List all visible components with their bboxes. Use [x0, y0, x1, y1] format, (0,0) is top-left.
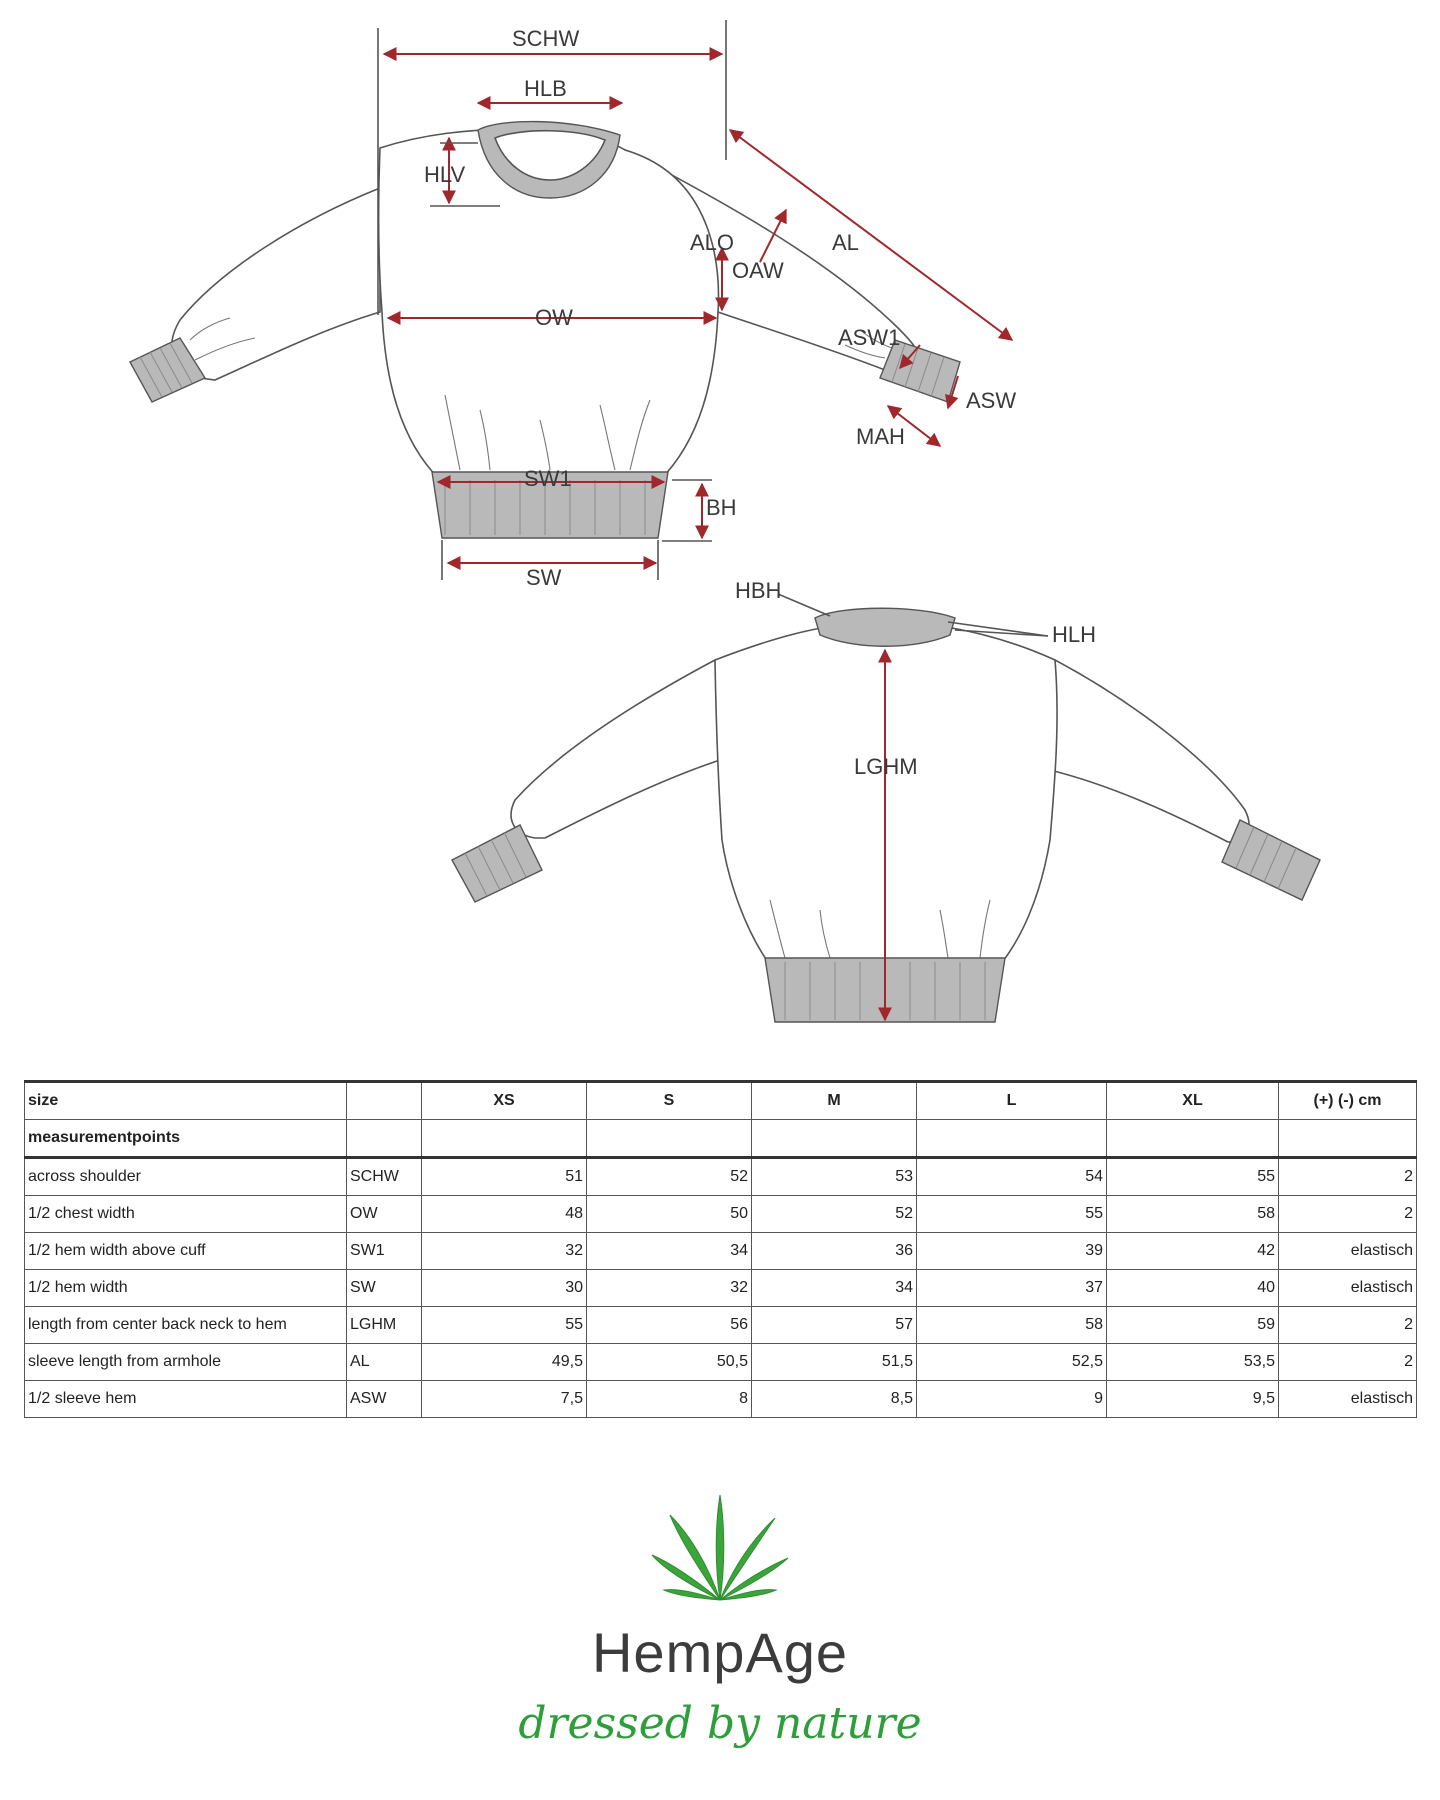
size-col-xl: XL [1107, 1082, 1279, 1120]
tolerance-value: 2 [1279, 1158, 1417, 1196]
label-lghm: LGHM [854, 754, 918, 779]
measurement-value: 53 [752, 1158, 917, 1196]
measurement-value: 32 [587, 1270, 752, 1307]
size-col-xs: XS [422, 1082, 587, 1120]
tolerance-value: elastisch [1279, 1270, 1417, 1307]
size-chart-table [24, 1080, 1417, 1418]
label-sw: SW [526, 565, 562, 590]
label-oaw: OAW [732, 258, 784, 283]
table-row [25, 1233, 1417, 1270]
table-header-row [25, 1082, 1417, 1120]
measurement-value: 48 [422, 1196, 587, 1233]
measurement-value: 7,5 [422, 1381, 587, 1418]
measurement-value: 50 [587, 1196, 752, 1233]
measurement-code: LGHM [347, 1307, 422, 1344]
measurement-value: 34 [752, 1270, 917, 1307]
measurement-value: 55 [1107, 1158, 1279, 1196]
label-hlv: HLV [424, 162, 466, 187]
measurement-value: 55 [422, 1307, 587, 1344]
brand-logo-block [0, 1480, 1440, 1800]
table-row [25, 1344, 1417, 1381]
table-row [25, 1307, 1417, 1344]
back-right-sleeve [1050, 660, 1249, 842]
tolerance-header: (+) (-) cm [1279, 1082, 1417, 1120]
label-alo: ALO [690, 230, 735, 255]
front-left-sleeve [172, 188, 380, 380]
measurement-value: 58 [1107, 1196, 1279, 1233]
tolerance-value: 2 [1279, 1307, 1417, 1344]
tolerance-value: 2 [1279, 1344, 1417, 1381]
measurement-value: 52,5 [917, 1344, 1107, 1381]
measurement-code: SCHW [347, 1158, 422, 1196]
measurement-value: 52 [752, 1196, 917, 1233]
size-header: size [25, 1082, 347, 1120]
measurement-label: across shoulder [25, 1158, 347, 1196]
measurement-value: 51 [422, 1158, 587, 1196]
measurement-value: 53,5 [1107, 1344, 1279, 1381]
measurement-value: 56 [587, 1307, 752, 1344]
brand-name: HempAge [591, 1621, 849, 1684]
section-label: measurementpoints [25, 1120, 347, 1158]
measurement-value: 58 [917, 1307, 1107, 1344]
measurement-value: 37 [917, 1270, 1107, 1307]
measurement-code: OW [347, 1196, 422, 1233]
measurement-value: 40 [1107, 1270, 1279, 1307]
back-body [715, 622, 1057, 965]
measurement-label: 1/2 sleeve hem [25, 1381, 347, 1418]
back-right-cuff [1222, 820, 1320, 900]
measurement-code: ASW [347, 1381, 422, 1418]
measurement-value: 9 [917, 1381, 1107, 1418]
table-row [25, 1270, 1417, 1307]
label-sw1: SW1 [524, 466, 572, 491]
size-col-s: S [587, 1082, 752, 1120]
measurement-value: 54 [917, 1158, 1107, 1196]
measurement-value: 34 [587, 1233, 752, 1270]
back-left-sleeve [511, 660, 720, 838]
label-mah: MAH [856, 424, 905, 449]
size-col-m: M [752, 1082, 917, 1120]
measurement-value: 32 [422, 1233, 587, 1270]
table-row [25, 1158, 1417, 1196]
measurement-label: sleeve length from armhole [25, 1344, 347, 1381]
measurement-value: 55 [917, 1196, 1107, 1233]
label-al: AL [832, 230, 859, 255]
back-neck-band [815, 608, 955, 646]
hemp-leaf-icon [650, 1490, 790, 1610]
measurement-value: 52 [587, 1158, 752, 1196]
measurement-value: 59 [1107, 1307, 1279, 1344]
label-bh: BH [706, 495, 737, 520]
code-header [347, 1082, 422, 1120]
table-section-row [25, 1120, 1417, 1158]
label-schw: SCHW [512, 26, 580, 51]
label-ow: OW [535, 305, 573, 330]
measurement-code: SW1 [347, 1233, 422, 1270]
measurement-label: 1/2 chest width [25, 1196, 347, 1233]
measurement-value: 57 [752, 1307, 917, 1344]
measurement-value: 8 [587, 1381, 752, 1418]
measurement-code: SW [347, 1270, 422, 1307]
measurement-value: 8,5 [752, 1381, 917, 1418]
measurement-label: length from center back neck to hem [25, 1307, 347, 1344]
brand-tagline: dressed by nature [518, 1698, 922, 1749]
table-row [25, 1381, 1417, 1418]
label-hlh: HLH [1052, 622, 1097, 647]
label-hlb: HLB [524, 76, 567, 101]
label-asw1: ASW1 [838, 325, 901, 350]
tolerance-value: elastisch [1279, 1233, 1417, 1270]
measurement-value: 49,5 [422, 1344, 587, 1381]
measurement-value: 9,5 [1107, 1381, 1279, 1418]
measurement-value: 50,5 [587, 1344, 752, 1381]
label-hbh: HBH [735, 578, 782, 603]
label-asw: ASW [966, 388, 1017, 413]
measurement-label: 1/2 hem width above cuff [25, 1233, 347, 1270]
size-col-l: L [917, 1082, 1107, 1120]
measurement-value: 39 [917, 1233, 1107, 1270]
measurement-value: 51,5 [752, 1344, 917, 1381]
tolerance-value: 2 [1279, 1196, 1417, 1233]
measurement-value: 30 [422, 1270, 587, 1307]
tolerance-value: elastisch [1279, 1381, 1417, 1418]
measurement-value: 36 [752, 1233, 917, 1270]
table-row [25, 1196, 1417, 1233]
measurement-label: 1/2 hem width [25, 1270, 347, 1307]
measurement-value: 42 [1107, 1233, 1279, 1270]
table-body [25, 1158, 1417, 1418]
measurement-code: AL [347, 1344, 422, 1381]
